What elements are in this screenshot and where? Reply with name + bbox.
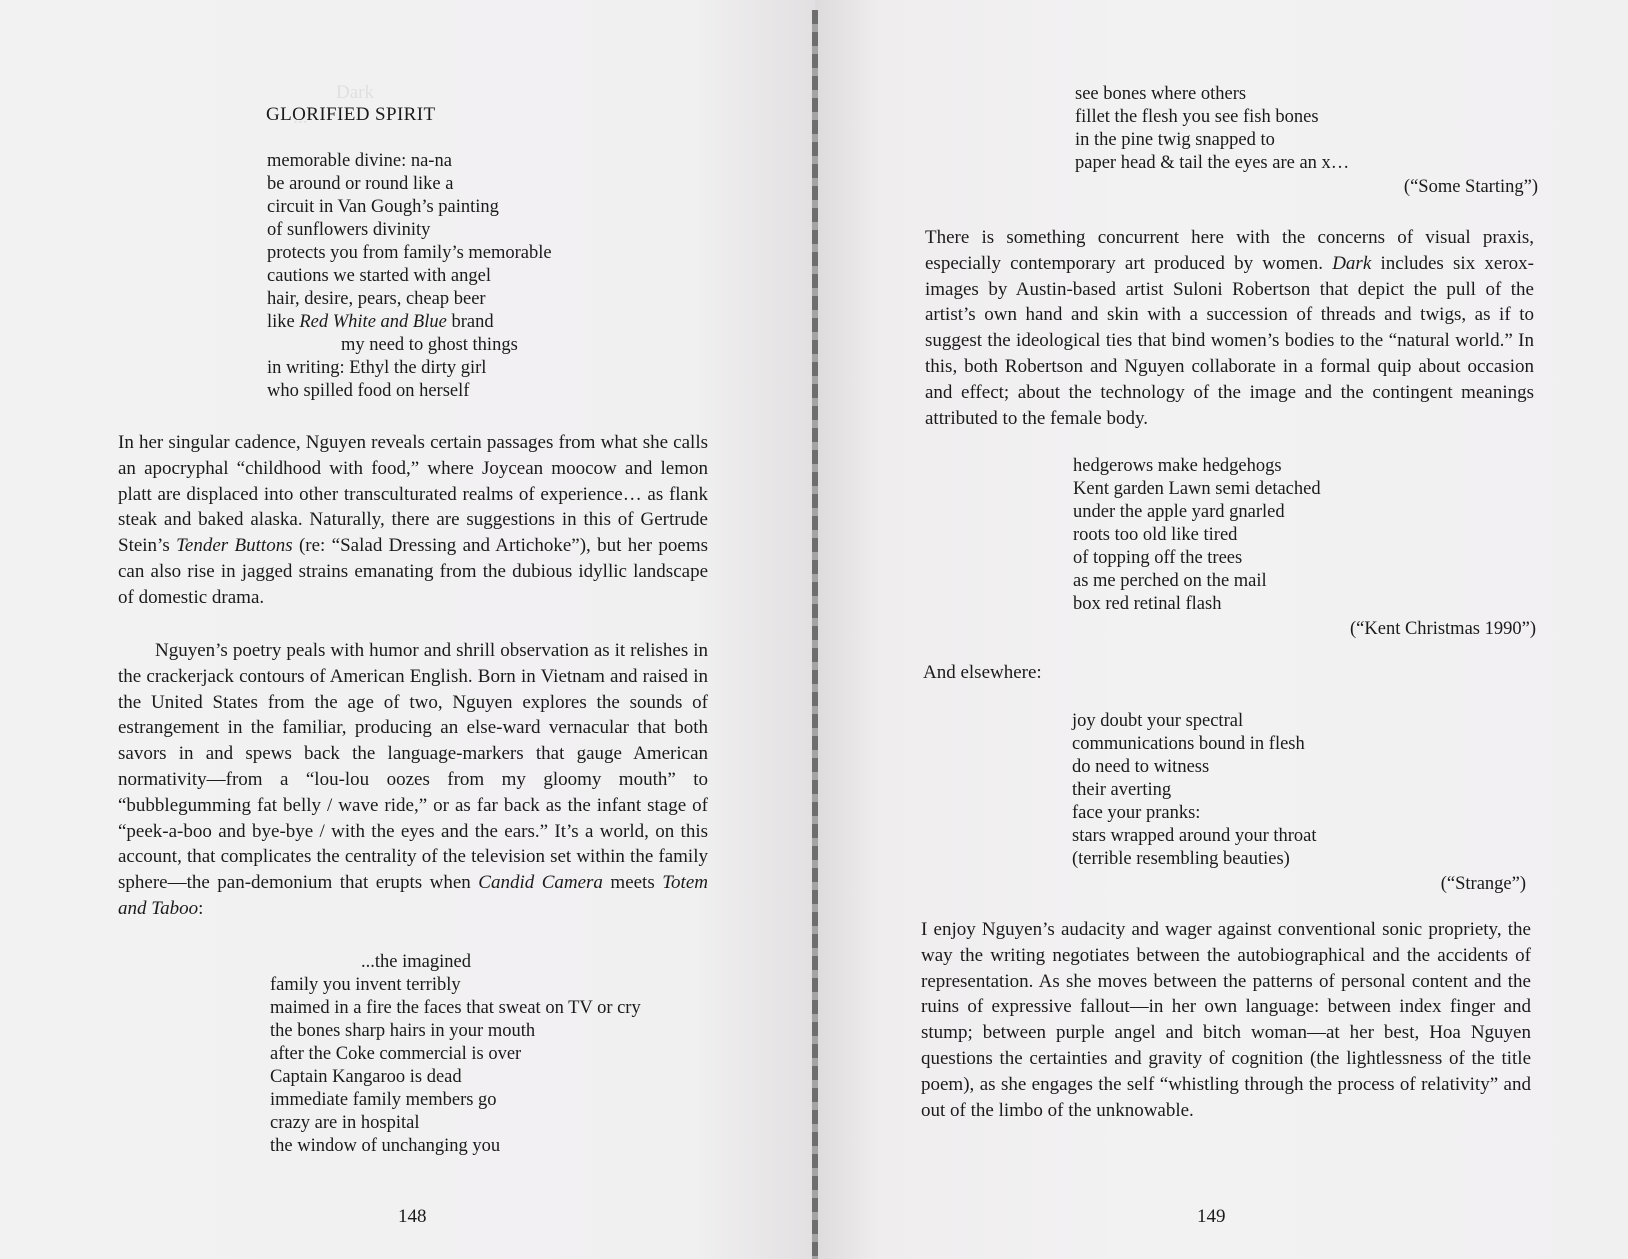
poem-line: of topping off the trees (1073, 548, 1243, 568)
poem-line: crazy are in hospital (270, 1113, 420, 1133)
poem-source: (“Some Starting”) (1403, 177, 1538, 197)
poem-line: under the apple yard gnarled (1073, 502, 1285, 522)
poem-line: of sunflowers divinity (267, 220, 431, 240)
poem-line: family you invent terribly (270, 975, 461, 995)
poem-line: immediate family members go (270, 1090, 497, 1110)
right-page (815, 0, 1628, 1259)
poem-line: cautions we started with angel (267, 266, 491, 286)
poem-line: as me perched on the mail (1073, 571, 1267, 591)
poem-line: do need to witness (1072, 757, 1210, 777)
poem-line: paper head & tail the eyes are an x… (1075, 153, 1350, 173)
poem-line: roots too old like tired (1073, 525, 1238, 545)
poem-line: face your pranks: (1072, 803, 1201, 823)
poem-line: my need to ghost things (341, 335, 518, 355)
poem-line: circuit in Van Gough’s painting (267, 197, 499, 217)
transition-text: And elsewhere: (923, 662, 1042, 683)
poem-line: fillet the flesh you see fish bones (1075, 107, 1319, 127)
poem-line: protects you from family’s memorable (267, 243, 552, 263)
poem-line: Kent garden Lawn semi detached (1073, 479, 1321, 499)
poem-line: communications bound in flesh (1072, 734, 1305, 754)
poem-line: (terrible resembling beauties) (1072, 849, 1290, 869)
prose-paragraph-1: In her singular cadence, Nguyen reveals certain passages from what she calls an apocryphal “childhood with food,” where Joycean moocow and lemon platt are displaced into other transculturated realms of experience… as flank steak and baked alaska. Naturally, there are suggestions in this of Gertrude Stein’s Tender Buttons (re: “Salad Dressing and Artichoke”), but her poems can also rise in jagged strains emanating from the dubious idyllic landscape of domestic drama. (118, 432, 709, 608)
poem-line: their averting (1072, 780, 1172, 800)
poem-line: stars wrapped around your throat (1072, 826, 1317, 846)
poem-line: in writing: Ethyl the dirty girl (267, 358, 487, 378)
poem-line: box red retinal flash (1073, 594, 1222, 614)
poem-line: maimed in a fire the faces that sweat on TV or cry (270, 998, 641, 1018)
poem-line: be around or round like a (267, 174, 454, 194)
poem-title: GLORIFIED SPIRIT (266, 104, 436, 125)
poem-line: ...the imagined (361, 952, 471, 972)
poem-line: the bones sharp hairs in your mouth (270, 1021, 536, 1041)
poem-line: hedgerows make hedgehogs (1073, 456, 1282, 476)
prose-paragraph-1: There is something concurrent here with the concerns of visual praxis, especially contemporary art produced by women. Dark includes six xerox-images by Austin-based artist Suloni Robertson that depict the pull of the artist’s own hand and skin with a succession of threads and twigs, as if to suggest the ideological ties that bind women’s bodies to the “natural world.” In this, both Robertson and Nguyen collaborate in a formal quip about occasion and effect; about the technology of the image and the contingent meanings attributed to the female body. (925, 227, 1534, 429)
book-spine (812, 10, 818, 1259)
poem-line: after the Coke commercial is over (270, 1044, 522, 1064)
prose-paragraph-2: I enjoy Nguyen’s audacity and wager against conventional sonic propriety, the way the writing negotiates between the autobiographical and the accidents of representation. As she moves between the patterns of personal content and the ruins of expressive fallout—in her own language: between index finger and stump; between purple angel and bitch woman—at her best, Hoa Nguyen questions the certainties and gravity of cognition (the lightlessness of the title poem), as she engages the self “whistling through the process of relativity” and out of the limbo of the unknowable. (921, 919, 1531, 1121)
poem-line: memorable divine: na-na (267, 151, 452, 171)
poem-line: Captain Kangaroo is dead (270, 1067, 462, 1087)
page-number: 148 (398, 1206, 427, 1227)
bleed-through-text: Dark ... (293, 82, 374, 128)
poem-source: (“Strange”) (1440, 874, 1526, 894)
poem-line: in the pine twig snapped to (1075, 130, 1275, 150)
prose-paragraph-2: Nguyen’s poetry peals with humor and shrill observation as it relishes in the crackerjack contours of American English. Born in Vietnam and raised in the United States from the age of two, Nguyen explores the sounds of estrangement in the familiar, producing an else-ward vernacular that both savors in and spews back the language-markers that gauge American normativity—from a “lou-lou oozes from my gloomy mouth” to “bubblegumming fat belly / wave ride,” or as far back as the infant stage of “peek-a-boo and bye-bye / with the eyes and the ears.” It’s a world, on this account, that complicates the centrality of the television set within the family sphere—the pan-demonium that erupts when Candid Camera meets Totem and Taboo: (118, 640, 708, 919)
poem-line: see bones where others (1075, 84, 1247, 104)
poem-line: joy doubt your spectral (1072, 711, 1244, 731)
page-number: 149 (1197, 1206, 1226, 1227)
poem-line: like Red White and Blue brand (267, 312, 494, 332)
poem-source: (“Kent Christmas 1990”) (1350, 619, 1536, 639)
poem-line: who spilled food on herself (267, 381, 470, 401)
poem-line: hair, desire, pears, cheap beer (267, 289, 486, 309)
poem-line: the window of unchanging you (270, 1136, 501, 1156)
